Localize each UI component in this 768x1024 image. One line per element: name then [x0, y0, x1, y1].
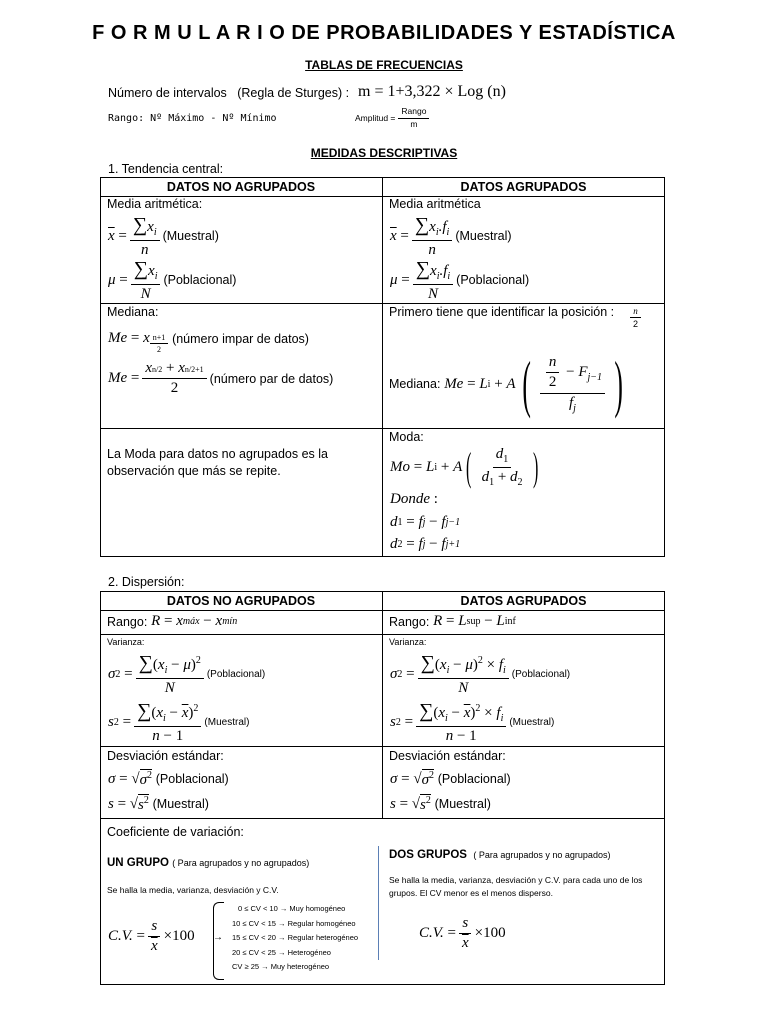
- impar-tag: (número impar de datos): [172, 331, 309, 346]
- col-header-agrupados: DATOS AGRUPADOS: [460, 180, 587, 194]
- cv-levels-list: [232, 902, 358, 975]
- desv-poblacional-na: σ = √ $\sigma^2$ (Poblacional): [108, 770, 229, 788]
- poblacional-tag: (Poblacional): [163, 273, 237, 288]
- sturges-label: (Regla de Sturges) :: [237, 86, 350, 100]
- muestral-tag: (Muestral): [509, 716, 555, 728]
- col-header-no-agrupados: DATOS NO AGRUPADOS: [166, 594, 316, 608]
- table-rule: [100, 746, 665, 747]
- cv-formula-un-grupo: C.V. = $\frac{s}{x}$ ×100: [108, 918, 195, 955]
- cv-level-item: 15 ≤ CV < 20 → Regular heterogéneo: [232, 933, 359, 943]
- cv-formula-dos-grupos: C.V. = $\frac{s}{x}$ ×100: [419, 915, 506, 952]
- desv-muestral-a: s = √ $s^2$ (Muestral): [390, 795, 491, 813]
- dos-grupos-heading: [389, 849, 610, 861]
- muestral-tag: (Muestral): [204, 716, 250, 728]
- posicion-label: Primero tiene que identificar la posición :: [389, 305, 615, 319]
- table-divider: [382, 177, 383, 557]
- mediana-label-na: Mediana:: [107, 305, 159, 319]
- intervalos-text: Número de intervalos: [108, 86, 227, 100]
- amplitud-denominator: m: [410, 118, 418, 129]
- desv-poblacional-a: σ = √ $\sigma^2$ (Poblacional): [390, 770, 511, 788]
- groups-divider: [378, 846, 379, 960]
- moda-na-text: La Moda para datos no agrupados es la observación que más se repite.: [107, 447, 328, 478]
- media-muestral-na-formula: $\overline{x}$ = $\frac{\sum x_i}{n}$ (Muestral): [108, 214, 219, 258]
- donde-label: Donde :: [390, 491, 438, 507]
- cv-level-item: 0 ≤ CV < 10 → Muy homogéneo: [238, 904, 346, 913]
- media-poblacional-na-formula: μ = $\frac{\sum x_i}{N}$ (Poblacional): [108, 258, 237, 302]
- col-header-agrupados: DATOS AGRUPADOS: [460, 594, 587, 608]
- section-heading-tablas: TABLAS DE FRECUENCIAS: [305, 58, 463, 72]
- amplitud-label: Amplitud =: [355, 113, 396, 124]
- muestral-tag: (Muestral): [434, 797, 491, 811]
- coef-label: Coeficiente de variación:: [107, 825, 244, 839]
- d2-formula: d 2 = f j − f j+1: [390, 536, 461, 552]
- d1-formula: d 1 = f j − f j−1: [390, 514, 461, 530]
- poblacional-tag: (Poblacional): [155, 772, 229, 786]
- poblacional-tag: (Poblacional): [456, 273, 530, 288]
- table-rule: [100, 428, 665, 429]
- donde-word: Donde: [390, 491, 430, 507]
- mediana-agrupados-formula: Mediana: Me = L i + A ( $\frac{n}{2}$ − $F_{j-1}$ $f_j$ ): [389, 348, 623, 419]
- moda-label-a: Moda:: [389, 430, 424, 444]
- dos-grupos-label: DOS GRUPOS: [389, 849, 467, 861]
- desviacion-label-na: Desviación estándar:: [107, 749, 224, 763]
- posicion-fraction: $\frac{n}{2}$: [627, 306, 644, 330]
- desviacion-label-a: Desviación estándar:: [389, 749, 506, 763]
- rango-na-formula: Rango: R = x máx − x mín: [107, 613, 238, 629]
- poblacional-tag: (Poblacional): [511, 668, 571, 680]
- sturges-formula: m = 1+3,322 × Log (n): [358, 83, 506, 100]
- varianza-label-na: Varianza:: [107, 637, 145, 647]
- col-header-no-agrupados: DATOS NO AGRUPADOS: [166, 180, 316, 194]
- media-muestral-a-formula: $\overline{x}$ = $\frac{\sum x_i.f_i}{n}$ (Muestral): [390, 214, 512, 258]
- mediana-label-a: Mediana:: [389, 377, 441, 391]
- par-tag: (número par de datos): [209, 371, 334, 386]
- rango-definition: Rango: Nº Máximo - Nº Mínimo: [108, 113, 277, 124]
- brace-arrow-icon: →: [213, 932, 223, 943]
- poblacional-tag: (Poblacional): [206, 668, 266, 680]
- tendencia-label: 1. Tendencia central:: [108, 162, 224, 176]
- table-rule: [100, 634, 665, 635]
- table-rule: [100, 610, 665, 611]
- cv-level-item: 10 ≤ CV < 15 → Regular homogéneo: [232, 918, 356, 928]
- amplitud-formula: [355, 107, 432, 130]
- un-grupo-text: Se halla la media, varianza, desviación y C.V.: [107, 885, 279, 895]
- cv-level-item: 20 ≤ CV < 25 → Heterogéneo: [232, 947, 331, 957]
- table-rule: [100, 818, 665, 819]
- varianza-muestral-na: s 2 = $\frac{\sum(x_i - \overline{x})^2}{n - 1}$ (Muestral): [108, 700, 250, 744]
- media-poblacional-a-formula: μ = $\frac{\sum x_i.f_i}{N}$ (Poblacional): [390, 258, 530, 302]
- dos-grupos-text: Se halla la media, varianza, desviación y C.V. para cada uno de los grupos. El CV menor es el menos disperso.: [389, 875, 643, 898]
- table-rule: [100, 303, 665, 304]
- amplitud-numerator: Rango: [398, 107, 429, 119]
- un-grupo-note: ( Para agrupados y no agrupados): [172, 858, 310, 868]
- media-label-na: Media aritmética:: [107, 197, 203, 211]
- rango-a-formula: Rango: R = L sup − L inf: [389, 613, 516, 629]
- un-grupo-label: UN GRUPO: [107, 857, 169, 869]
- varianza-poblacional-na: σ 2 = $\frac{\sum(x_i - \mu)^2}{N}$ (Poblacional): [108, 652, 266, 696]
- varianza-label-a: Varianza:: [389, 637, 427, 647]
- un-grupo-heading: [107, 857, 309, 869]
- media-label-a: Media aritmética: [389, 197, 481, 211]
- poblacional-tag: (Poblacional): [437, 772, 511, 786]
- varianza-poblacional-a: σ 2 = $\frac{\sum(x_i - \mu)^2 \times f_i}{N}$ (Poblacional): [390, 652, 571, 696]
- mediana-par-formula: Me = $\frac{xn/2 + xn/2+1}{2}$ (número par de datos): [108, 360, 334, 397]
- dispersion-label: 2. Dispersión:: [108, 575, 185, 589]
- page-title: F O R M U L A R I O DE PROBABILIDADES Y ESTADÍSTICA: [92, 22, 676, 44]
- intervalos-label: [108, 86, 349, 100]
- varianza-muestral-a: s 2 = $\frac{\sum(x_i - \overline{x})^2 \times f_i}{n - 1}$ (Muestral): [390, 700, 555, 744]
- section-heading-medidas: MEDIDAS DESCRIPTIVAS: [310, 146, 458, 160]
- rango-label: Rango:: [389, 614, 430, 629]
- cv-level-item: CV ≥ 25 → Muy heterogéneo: [232, 962, 330, 972]
- muestral-tag: (Muestral): [455, 229, 512, 244]
- dos-grupos-note: ( Para agrupados y no agrupados): [473, 850, 611, 860]
- mediana-impar-formula: Me = x $\frac{n+1}{2}$ (número impar de datos): [108, 330, 309, 355]
- muestral-tag: (Muestral): [152, 797, 209, 811]
- table-divider: [382, 591, 383, 818]
- rango-label: Rango:: [107, 614, 148, 629]
- muestral-tag: (Muestral): [162, 229, 219, 244]
- desv-muestral-na: s = √ $s^2$ (Muestral): [108, 795, 209, 813]
- moda-agrupados-formula: Mo = L i + A ( $\frac{d_1}{d_1 + d_2}$ ): [390, 444, 538, 489]
